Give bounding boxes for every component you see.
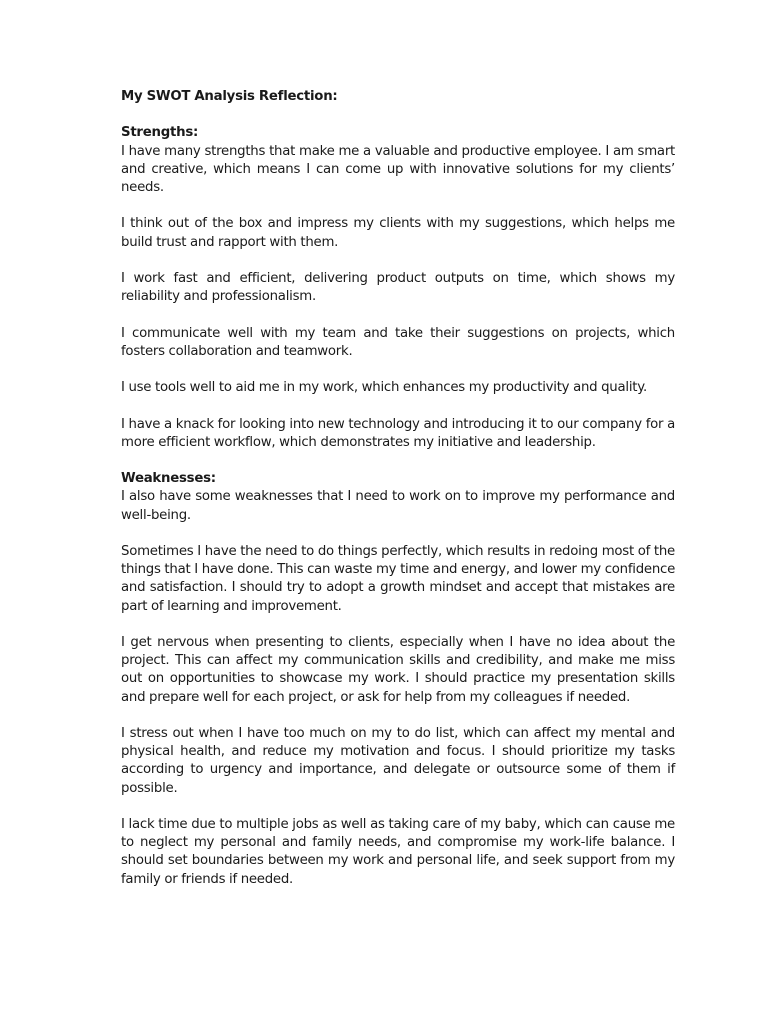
section-weaknesses bbox=[121, 470, 675, 889]
paragraph: I get nervous when presenting to clients, especially when I have no idea about the project. This can affect my communication skills and credibility, and make me miss out on opportunities to showcase my work. I should practice my presentation skills and prepare well for each project, or ask for help from my colleagues if needed. bbox=[121, 634, 675, 705]
document-page bbox=[121, 88, 675, 907]
document-title: My SWOT Analysis Reflection: bbox=[121, 89, 338, 104]
paragraph: I stress out when I have too much on my to do list, which can affect my mental and physical health, and reduce my motivation and focus. I should prioritize my tasks according to urgency and importance, and delegate or outsource some of them if possible. bbox=[121, 725, 675, 796]
paragraph: I communicate well with my team and take their suggestions on projects, which fosters collaboration and teamwork. bbox=[121, 325, 675, 359]
paragraph: I think out of the box and impress my clients with my suggestions, which helps me build trust and rapport with them. bbox=[121, 216, 675, 250]
section-heading-strengths: Strengths: bbox=[121, 125, 199, 141]
paragraph: I have many strengths that make me a valuable and productive employee. I am smart and creative, which means I can come up with innovative solutions for my clients’ needs. bbox=[121, 143, 675, 195]
paragraph: Sometimes I have the need to do things perfectly, which results in redoing most of the things that I have done. This can waste my time and energy, and lower my confidence and satisfaction. I should try to adopt a growth mindset and accept that mistakes are part of learning and improvement. bbox=[121, 543, 675, 614]
section-strengths bbox=[121, 124, 675, 452]
paragraph: I also have some weaknesses that I need to work on to improve my performance and well-being. bbox=[121, 489, 675, 523]
paragraph: I use tools well to aid me in my work, which enhances my productivity and quality. bbox=[121, 380, 647, 396]
paragraph: I work fast and efficient, delivering product outputs on time, which shows my reliability and professionalism. bbox=[121, 270, 675, 305]
paragraph: I lack time due to multiple jobs as well as taking care of my baby, which can cause me to neglect my personal and family needs, and compromise my work-life balance. I should set boundaries between my work and personal life, and seek support from my family or friends if needed. bbox=[121, 816, 675, 887]
paragraph: I have a knack for looking into new technology and introducing it to our company for a more efficient workflow, which demonstrates my initiative and leadership. bbox=[121, 416, 675, 450]
section-heading-weaknesses: Weaknesses: bbox=[121, 471, 216, 487]
